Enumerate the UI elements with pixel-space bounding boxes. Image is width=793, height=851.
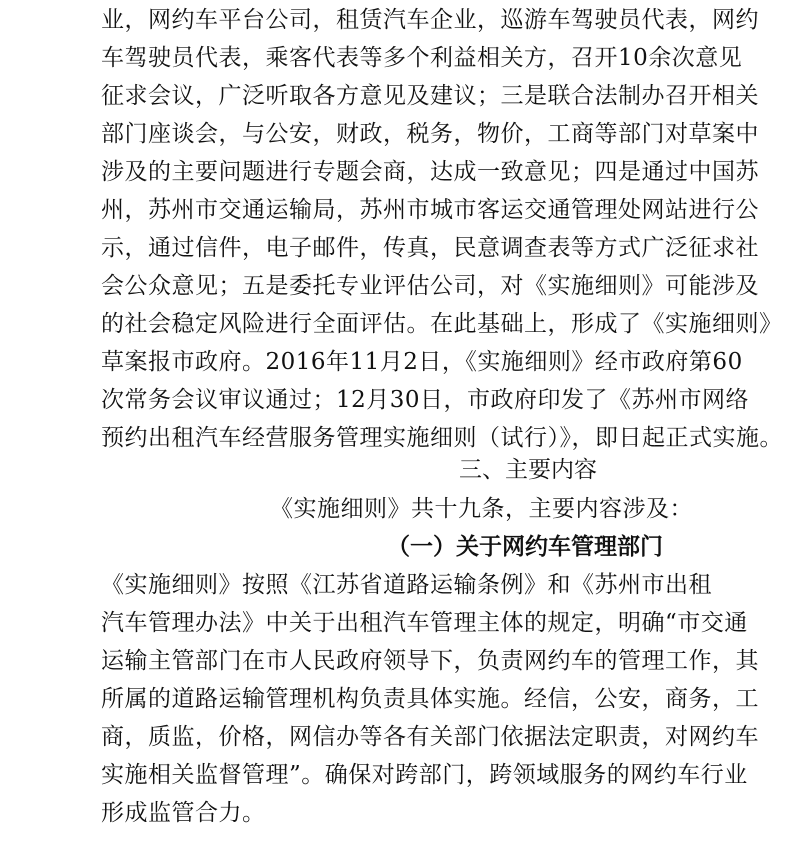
- section-heading: 三、主要内容: [459, 457, 597, 483]
- subsection-heading: （一）关于网约车管理部门: [387, 534, 663, 560]
- body-text-line: 州，苏州市交通运输局，苏州市城市客运交通管理处网站进行公: [101, 197, 759, 223]
- body-text-line: 征求会议，广泛听取各方意见及建议；三是联合法制办召开相关: [101, 83, 759, 109]
- body-text-line: 运输主管部门在市人民政府领导下，负责网约车的管理工作，其: [101, 648, 759, 674]
- body-text-line: 会公众意见；五是委托专业评估公司，对《实施细则》可能涉及: [101, 273, 759, 299]
- body-text-line: 涉及的主要问题进行专题会商，达成一致意见；四是通过中国苏: [101, 159, 759, 185]
- body-text-line: 所属的道路运输管理机构负责具体实施。经信，公安，商务，工: [101, 686, 759, 712]
- body-text-line: 汽车管理办法》中关于出租汽车管理主体的规定，明确“市交通: [101, 610, 748, 636]
- body-text-line: 车驾驶员代表，乘客代表等多个利益相关方，召开10余次意见: [101, 45, 743, 71]
- body-text-line: 形成监管合力。: [101, 800, 266, 826]
- body-text-line: 示，通过信件，电子邮件，传真，民意调查表等方式广泛征求社: [101, 235, 759, 261]
- body-text-line: 部门座谈会，与公安，财政，税务，物价，工商等部门对草案中: [101, 121, 759, 147]
- body-text-line: 草案报市政府。2016年11月2日，《实施细则》经市政府第60: [101, 349, 743, 375]
- body-text-line: 商，质监，价格，网信办等各有关部门依据法定职责，对网约车: [101, 724, 759, 750]
- body-text-line: 次常务会议审议通过；12月30日，市政府印发了《苏州市网络: [101, 387, 750, 413]
- body-text-line: 业，网约车平台公司，租赁汽车企业，巡游车驾驶员代表，网约: [101, 7, 759, 33]
- body-text-line: 实施相关监督管理”。确保对跨部门，跨领域服务的网约车行业: [101, 762, 748, 788]
- body-text-line: 《实施细则》按照《江苏省道路运输条例》和《苏州市出租: [101, 572, 712, 598]
- body-text-line: 的社会稳定风险进行全面评估。在此基础上，形成了《实施细则》: [101, 311, 783, 337]
- body-text-line: 预约出租汽车经营服务管理实施细则（试行）》，即日起正式实施。: [101, 425, 783, 451]
- intro-line: 《实施细则》共十九条，主要内容涉及：: [270, 496, 693, 522]
